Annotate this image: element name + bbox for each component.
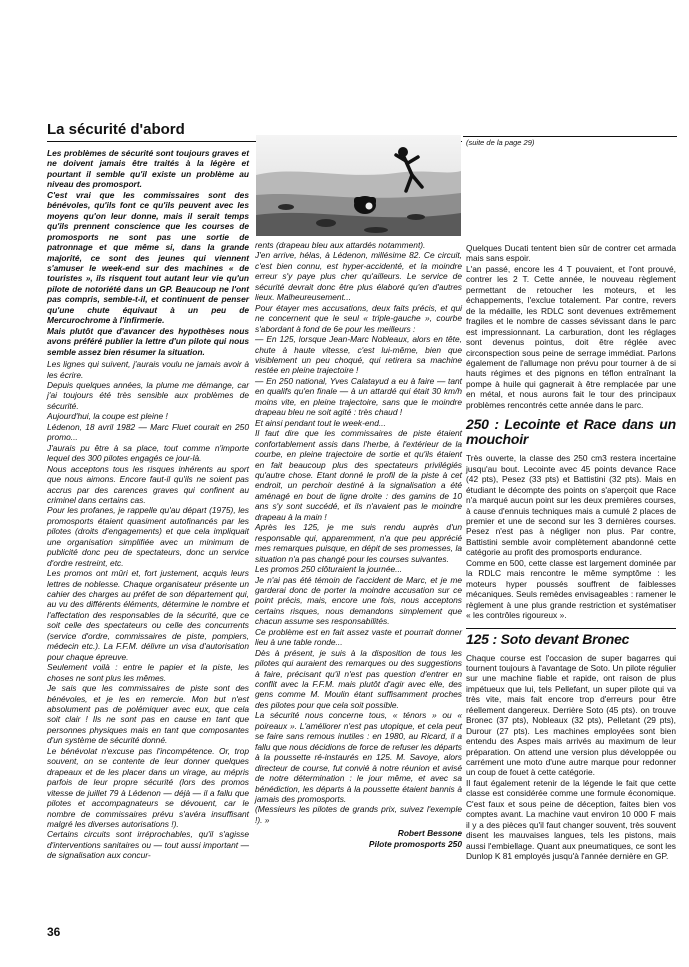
body-paragraph: Seulement voilà : entre le papier et la piste, les choses ne sont plus les mêmes. [47, 662, 249, 683]
signature-name: Robert Bessone [397, 828, 462, 839]
body-paragraph: Aujourd'hui, la coupe est pleine ! [47, 411, 168, 422]
top-rule [463, 136, 677, 137]
body-paragraph: Je n'ai pas été témoin de l'accident de Marc, et je me garderai donc de porter la moindre accusation sur ce point précis, mais, encore une fois, nous acceptons certains risques, nous demandons simplement que chacun assume ses responsabilités. [255, 574, 462, 627]
body-paragraph: rents (drapeau bleu aux attardés notamment). [255, 240, 426, 250]
body-paragraph: Pour les profanes, je rappelle qu'au départ (1975), les promosports étaient quasiment autofinancés par les pilotes (droits d'engagements) et que cela impliquait une organisation simplifiée avec un minimum de publicité donc peu de spectateurs, donc un service d'ordre restreint, etc. [47, 505, 249, 568]
continued-note: (suite de la page 29) [466, 138, 535, 147]
body-paragraph: Pour étayer mes accusations, deux faits précis, et qui ne concernent que le seul « triple-gauche », courbe s'abordant à fond de 6e pour les meilleurs : [255, 302, 462, 334]
body-paragraph: L'an passé, encore les 4 T pouvaient, et l'ont prouvé, contrer les 2 T. Cette année, le nouveau règlement permettant de retoucher les moteurs, et les échappements, l'exclue totalement. Par contre, revers de la médaille, les RDLC sont devenues extrêmement fragiles et le nombre de casses sévissant dans le parc est impressionnant. La carburation, dont les réglages sont devenus pointus, doit être réglée avec circonspection sous peine de serrage immédiat. Parlons également de l'allumage non prévu pour tourner à de si hauts régimes et des pignons en téflon entraînant la pompe à huile qui gagnerait à être remplacée par une en métal, et nous aurons fait le tour des principaux problèmes rencontrés cette année dans le parc. [466, 263, 676, 410]
intro-paragraph: Mais plutôt que d'avancer des hypothèses nous avons préféré publier la lettre d'un pilote qui nous semble assez bien résumer la situation. [47, 325, 249, 357]
article-intro [47, 148, 249, 357]
body-paragraph: Les lignes qui suivent, j'aurais voulu ne jamais avoir à les écrire. [47, 359, 249, 380]
body-paragraph: Très ouverte, la classe des 250 cm3 restera incertaine jusqu'au bout. Lecointe avec 45 points devance Race (42 pts), Pesez (33 pts) et Battistini (32 pts). Mais en étudiant le décompte des points on s'aperçoit que Race n'a marqué aucun point sur les deux premières courses, à cause d'ennuis techniques mais a cumulé 2 places de premier et une de second sur les 3 dernières courses. Pesez n'est pas à négliger non plus. Par contre, Battistini semble avoir complètement abandonné cette catégorie au profit des promosports endurance. [466, 453, 676, 558]
body-paragraph: Je sais que les commissaires de piste sont des bénévoles, et je les en remercie. Mon but n'est absolument pas de polémiquer avec eux, que cela soit clair ! Ils ne sont pas en cause en tant que personnes physiques mais en tant que composantes d'un système de sécurité donné. [47, 683, 249, 746]
body-paragraph: Nous acceptons tous les risques inhérents au sport que nous aimons. Encore faut-il qu'ils ne soient pas accrus par des carences graves qui confinent au criminel dans certains cas. [47, 463, 249, 505]
body-paragraph: Dès à présent, je suis à la disposition de tous les pilotes qui auraient des remarques ou des suggestions à faire, précisant qu'il n'est pas question d'entrer en conflit avec la F.F.M. mais plutôt d'agir avec elle, des gens comme M. Moulin étant suffisamment proches des pilotes pour que cela soit possible. [255, 647, 462, 710]
subheading-125: 125 : Soto devant Bronec [466, 628, 676, 647]
body-paragraph: Ce problème est en fait assez vaste et pourrait donner lieu à une table ronde... [255, 626, 462, 648]
body-paragraph: Depuis quelques années, la plume me démange, car j'ai toujours été très sensible aux problèmes de sécurité. [47, 379, 249, 411]
race-crash-photo [256, 135, 461, 236]
body-paragraph: Le bénévolat n'excuse pas l'incompétence. Or, trop souvent, on se contente de leur donner quelques drapeaux et de les placer dans un virage, au mépris parfois de leur propre sécurité (lors des promos vitesse de juillet 79 à Lédenon — déjà — il a fallu que pilotes et accompagnateurs se dévouent, car le nombre de commissaires prévu s'avéra insuffisant malgré les diverses autorisations !). [47, 745, 249, 829]
body-paragraph: J'aurais pu être à sa place, tout comme n'importe lequel des 300 pilotes engagés ce jour-là. [47, 442, 249, 464]
body-paragraph: Les promos ont mûri et, fort justement, acquis leurs lettres de noblesse. Chaque organisateur présente un cahier des charges au préfet de son département qui, au vu des différents éléments, détermine le nombre et l'affectation des responsables de la sécurité, que ce soit celle des spectateurs ou celle des concurrents (service d'ordre, commissaires de piste, pompiers, médecin etc.). La F.F.M. délivre un visa d'autorisation pour chaque épreuve. [47, 568, 249, 662]
body-paragraph: Il faut dire que les commissaires de piste étaient confortablement assis dans l'herbe, à l'extérieur de la courbe, en pleine trajectoire de sortie et qu'ils étaient en fait beaucoup plus des spectateurs privilégiés qu'autre chose. Etant donné le profil de la piste à cet endroit, un perchoir destiné à la signalisation a été aménagé en bout de ligne droite : des gamins de 10 ans s'y sont succédé, et ils n'avaient pas le moindre drapeau à la main ! [255, 428, 462, 522]
body-paragraph: Certains circuits sont irréprochables, qu'il s'agisse d'interventions sanitaires ou — tout aussi important — de signalisation aux concur- [47, 829, 249, 861]
body-paragraph: (Messieurs les pilotes de grands prix, suivez l'exemple !). » [255, 804, 462, 825]
body-paragraph: Et ainsi pendant tout le week-end... [255, 417, 386, 428]
intro-paragraph: C'est vrai que les commissaires sont des bénévoles, qu'ils font ce qu'ils peuvent avec les moyens qu'on leur donne, mais il serait temps qu'ils prennent conscience que les courses de promosports ne sont pas une sortie de patronnage et que même si, dans la grande majorité, ce sont des jeunes qui viennent s'amuser le week-end sur des machines « de touristes », ils risquent tout autant leur vie qu'un pilote de notoriété dans un GP. Beaucoup ne l'ont pas compris, semble-t-il, et continuent de penser qu'une chute équivaut à un peu de Mercurochrome à l'infirmerie. [47, 189, 249, 326]
body-paragraph: La sécurité nous concerne tous, « ténors » ou « poireaux ». L'améliorer n'est pas utopique, et cela peut se faire sans remous inutiles : en 1980, au Ricard, il a fallu que nous décidions de force de refuser les départs à la poussette ré-instaurés en 125. M. Savoye, alors directeur de course, fut convié à notre réunion et avisé de notre détermination : le jour même, et avec sa bénédiction, les départs à la poussette étaient bannis à jamais des promosports. [255, 710, 462, 805]
body-paragraph: Comme en 500, cette classe est largement dominée par la RDLC mais rencontre le même symptôme : les moteurs hyper poussés souffrent de faiblesses mécaniques. Seuls remèdes envisageables : ramener le règlement à une plus grande restriction et systématiser « les contrôles rigoureux ». [466, 557, 676, 621]
intro-paragraph: Les problèmes de sécurité sont toujours graves et ne doivent jamais être traités à la légère et pourtant il semble qu'il existe un problème au niveau des promosport. [47, 148, 249, 190]
body-paragraph: — En 125, lorsque Jean-Marc Nobleaux, alors en tête, chute à haute vitesse, c'est lui-même, bien que visiblement un peu choqué, qui retirera sa machine restée en pleine trajectoire ! [255, 334, 462, 376]
letter-body [47, 359, 249, 861]
page-number: 36 [47, 925, 61, 939]
signature-title: Pilote promosports 250 [368, 838, 462, 849]
column-3 [466, 243, 676, 862]
body-paragraph: Chaque course est l'occasion de super bagarres qui tournent toujours à l'avantage de Soto. Un pilote régulier sur une machine fiable et rapide, ont raison de plus impétueux que lui, tels Pellefant, un super pilote qui va très vite, mais fait encore trop d'erreurs pour être réellement dangereux. Derrière Soto (45 pts). on trouve Bronec (37 pts), Nobleaux (32 pts), Pelletant (29 pts), Durour (27 pts). Les machines employées sont bien entendu des Aspes mais arrivés au maximum de leur préparation. On attend une version plus développée ou carrément une moto d'une autre marque pour redonner un coup de fouet à cette catégorie. [466, 652, 676, 778]
body-paragraph: J'en arrive, hélas, à Lédenon, millésime 82. Ce circuit, c'est bien connu, est hyper-accidenté, et la moindre erreur s'y paye plus cher qu'ailleurs. Le service de sécurité devrait donc être plus élaboré qu'en d'autres lieux. Malheureusement... [255, 250, 462, 303]
column-2 [255, 240, 462, 849]
body-paragraph: — En 250 national, Yves Calatayud a eu à faire — tant en qualifs qu'en finale — à un attardé qui était 30 km/h moins vite, en pleine trajectoire, sans que le moindre drapeau bleu ne soit agité : très chaud ! [255, 375, 462, 418]
body-paragraph: Après les 125, je me suis rendu auprès d'un responsable qui, apparemment, n'a que peu apprécié mes remarques puisque, en dépit de ses promesses, la situation n'a pas changé pour les courses suivantes. [255, 522, 462, 564]
column-1 [47, 148, 249, 861]
article-headline: La sécurité d'abord [47, 121, 462, 142]
body-paragraph: Il faut également retenir de la légende le fait que cette classe est considérée comme une formule économique. C'est faux et sous peine de déception, faites bien vos comptes avant. La machine vaut environ 10 000 F mais il y a des pièces qu'il faut changer souvent, très souvent disent les mauvaises langues, tels les pistons, mais aussi l'embiellage. Quant aux pneumatiques, ce sont les Dunlop K 81 employés jusqu'à l'année dernière en GP. [466, 777, 676, 862]
subheading-250: 250 : Lecointe et Race dans un mouchoir [466, 416, 676, 448]
body-paragraph: Lédenon, 18 avril 1982 — Marc Fluet courait en 250 promo... [47, 421, 249, 443]
body-paragraph: Les promos 250 clôturaient la journée... [255, 564, 403, 575]
body-paragraph: Quelques Ducati tentent bien sûr de contrer cet armada mais sans espoir. [466, 243, 676, 264]
